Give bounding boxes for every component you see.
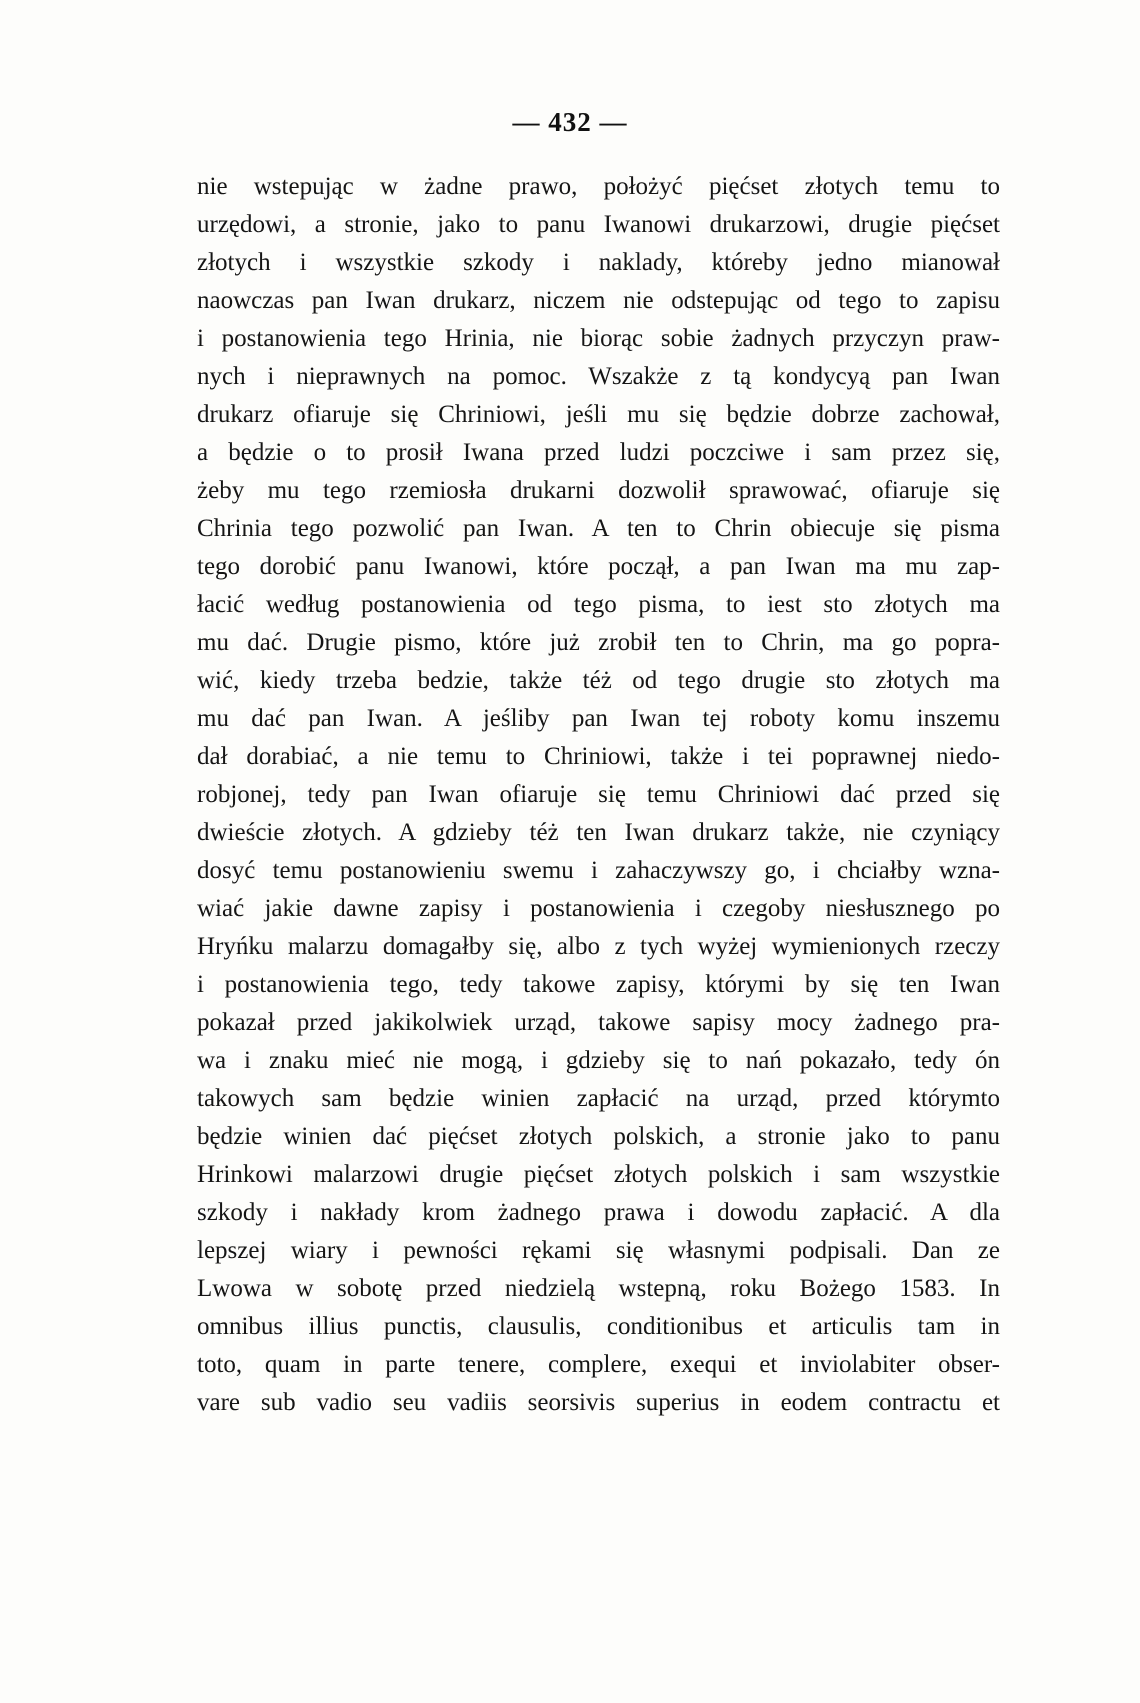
text-line: urzędowi, a stronie, jako to panu Iwanowi drukarzowi, drugie pięćset: [197, 211, 1000, 238]
text-line: Hryńku malarzu domagałby się, albo z tych wyżej wymienionych rzeczy: [197, 933, 1000, 960]
text-line: robjonej, tedy pan Iwan ofiaruje się temu Chriniowi dać przed się: [197, 781, 1000, 808]
text-line: pokazał przed jakikolwiek urząd, takowe sapisy mocy żadnego pra-: [197, 1009, 1000, 1036]
text-line: mu dać. Drugie pismo, które już zrobił ten to Chrin, ma go popra-: [197, 629, 1000, 656]
text-line: dosyć temu postanowieniu swemu i zahaczywszy go, i chciałby wzna-: [197, 857, 1000, 884]
text-line: Lwowa w sobotę przed niedzielą wstepną, roku Bożego 1583. In: [197, 1275, 1000, 1302]
body-text: [197, 168, 1000, 1422]
text-line: wiać jakie dawne zapisy i postanowienia i czegoby niesłusznego po: [197, 895, 1000, 922]
text-line: Chrinia tego pozwolić pan Iwan. A ten to Chrin obiecuje się pisma: [197, 515, 1000, 542]
text-line: żeby mu tego rzemiosła drukarni dozwolił sprawować, ofiaruje się: [197, 477, 1000, 504]
text-line: omnibus illius punctis, clausulis, conditionibus et articulis tam in: [197, 1313, 1000, 1340]
text-line: łacić według postanowienia od tego pisma, to iest sto złotych ma: [197, 591, 1000, 618]
text-line: i postanowienia tego, tedy takowe zapisy, którymi by się ten Iwan: [197, 971, 1000, 998]
text-line: i postanowienia tego Hrinia, nie biorąc sobie żadnych przyczyn praw-: [197, 325, 1000, 352]
text-line: naowczas pan Iwan drukarz, niczem nie odstepując od tego to zapisu: [197, 287, 1000, 314]
text-line: takowych sam będzie winien zapłacić na urząd, przed którymto: [197, 1085, 1000, 1112]
text-line: nych i nieprawnych na pomoc. Wszakże z tą kondycyą pan Iwan: [197, 363, 1000, 390]
text-line: dwieście złotych. A gdzieby téż ten Iwan drukarz także, nie czyniący: [197, 819, 1000, 846]
text-line: wa i znaku mieć nie mogą, i gdzieby się to nań pokazało, tedy ón: [197, 1047, 1000, 1074]
text-line: lepszej wiary i pewności rękami się własnymi podpisali. Dan ze: [197, 1237, 1000, 1264]
text-line: dał dorabiać, a nie temu to Chriniowi, także i tei poprawnej niedo-: [197, 743, 1000, 770]
text-line: nie wstepując w żadne prawo, położyć pięćset złotych temu to: [197, 173, 1000, 200]
text-line: tego dorobić panu Iwanowi, które począł, a pan Iwan ma mu zap-: [197, 553, 1000, 580]
text-line: będzie winien dać pięćset złotych polskich, a stronie jako to panu: [197, 1123, 1000, 1150]
text-line: a będzie o to prosił Iwana przed ludzi poczciwe i sam przez się,: [197, 439, 1000, 466]
text-line: złotych i wszystkie szkody i naklady, któreby jedno mianował: [197, 249, 1000, 276]
text-line: drukarz ofiaruje się Chriniowi, jeśli mu się będzie dobrze zachował,: [197, 401, 1000, 428]
page-number: — 432 —: [512, 107, 628, 137]
text-line: szkody i nakłady krom żadnego prawa i dowodu zapłacić. A dla: [197, 1199, 1000, 1226]
text-line: Hrinkowi malarzowi drugie pięćset złotych polskich i sam wszystkie: [197, 1161, 1000, 1188]
text-line: toto, quam in parte tenere, complere, exequi et inviolabiter obser-: [197, 1351, 1000, 1378]
text-line: mu dać pan Iwan. A jeśliby pan Iwan tej roboty komu inszemu: [197, 705, 1000, 732]
text-line: wić, kiedy trzeba bedzie, także téż od tego drugie sto złotych ma: [197, 667, 1000, 694]
text-line: vare sub vadio seu vadiis seorsivis superius in eodem contractu et: [197, 1389, 1000, 1416]
